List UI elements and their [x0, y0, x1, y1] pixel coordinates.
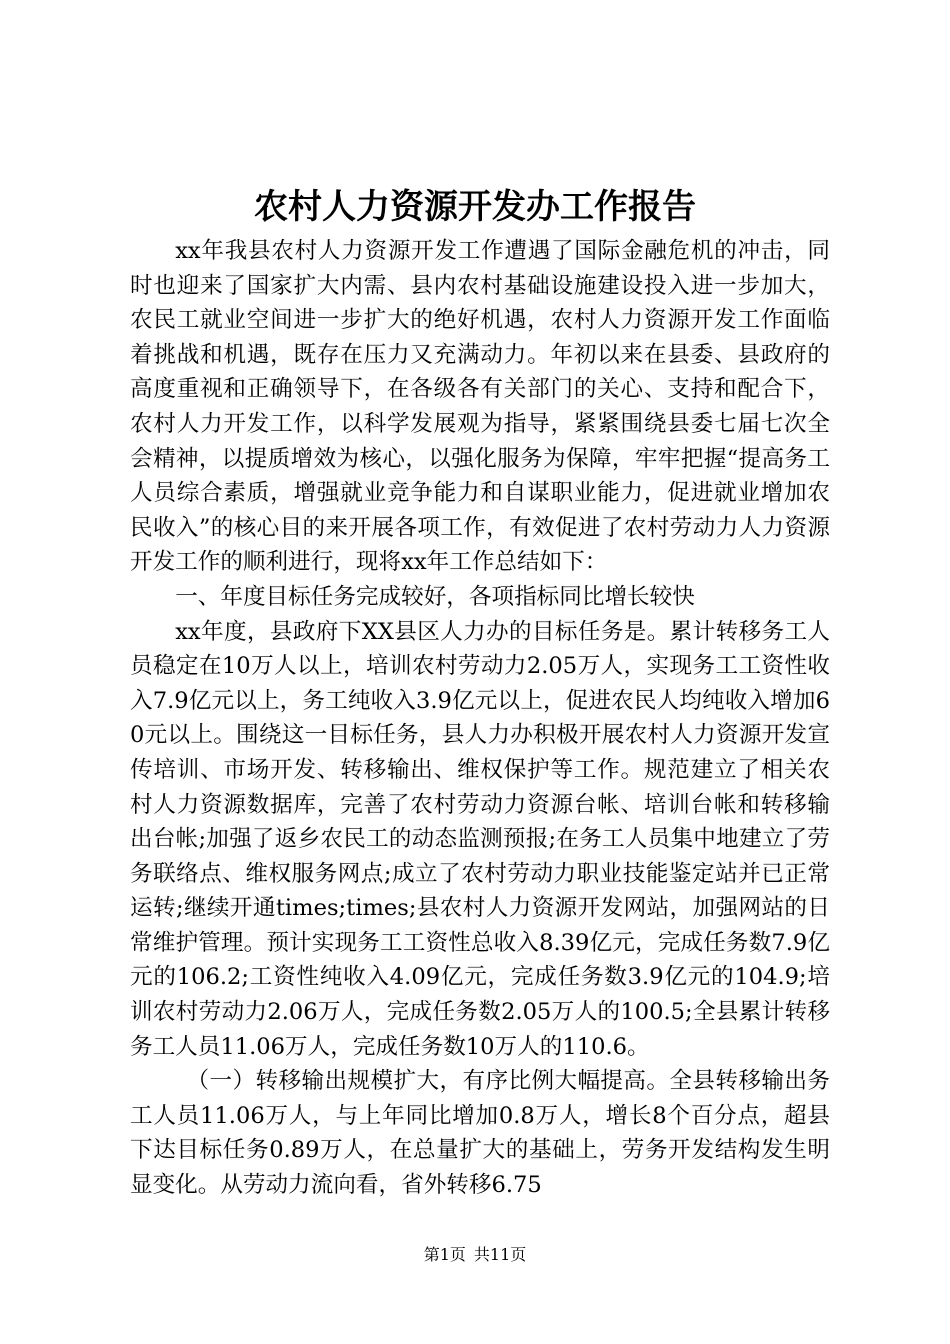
document-title: 农村人力资源开发办工作报告 — [254, 187, 696, 227]
paragraph-subsection-1: （一）转移输出规模扩大，有序比例大幅提高。全县转移输出务工人员11.06万人，与上年同比增加0.8万人，增长8个百分点，超县下达目标任务0.89万人，在总量扩大的基础上，劳务开发结构发生明显变化。从劳动力流向看，省外转移6.75 — [130, 1068, 830, 1199]
page-footer — [0, 1245, 950, 1265]
paragraph-intro: xx年我县农村人力资源开发工作遭遇了国际金融危机的冲击，同时也迎来了国家扩大内需、县内农村基础设施建设投入进一步加大，农民工就业空间进一步扩大的绝好机遇，农村人力资源开发工作面临着挑战和机遇，既存在压力又充满动力。年初以来在县委、县政府的高度重视和正确领导下，在各级各有关部门的关心、支持和配合下，农村人力开发工作，以科学发展观为指导，紧紧围绕县委七届七次全会精神，以提质增效为核心，以强化服务为保障，牢牢把握“提高务工人员综合素质，增强就业竞争能力和自谋职业能力，促进就业增加农民收入”的核心目的来开展各项工作，有效促进了农村劳动力人力资源开发工作的顺利进行，现将xx年工作总结如下： — [130, 238, 830, 576]
section-heading-1: 一、年度目标任务完成较好，各项指标同比增长较快 — [175, 583, 695, 610]
page-total: 共11页 — [473, 1245, 527, 1264]
paragraph-targets: xx年度，县政府下XX县区人力办的目标任务是。累计转移务工人员稳定在10万人以上，培训农村劳动力2.05万人，实现务工工资性收入7.9亿元以上，务工纯收入3.9亿元以上，促进农民人均纯收入增加60元以上。围绕这一目标任务，县人力办积极开展农村人力资源开发宣传培训、市场开发、转移输出、维权保护等工作。规范建立了相关农村人力资源数据库，完善了农村劳动力资源台帐、培训台帐和转移输出台帐;加强了返乡农民工的动态监测预报;在务工人员集中地建立了劳务联络点、维权服务网点;成立了农村劳动力职业技能鉴定站并已正常运转;继续开通times;times;县农村人力资源开发网站，加强网站的日常维护管理。预计实现务工工资性总收入8.39亿元，完成任务数7.9亿元的106.2;工资性纯收入4.09亿元，完成任务数3.9亿元的104.9;培训农村劳动力2.06万人，完成任务数2.05万人的100.5;全县累计转移务工人员11.06万人，完成任务数10万人的110.6。 — [130, 618, 830, 1060]
page-number: 第1页 — [423, 1245, 466, 1264]
document-body — [130, 234, 830, 1203]
